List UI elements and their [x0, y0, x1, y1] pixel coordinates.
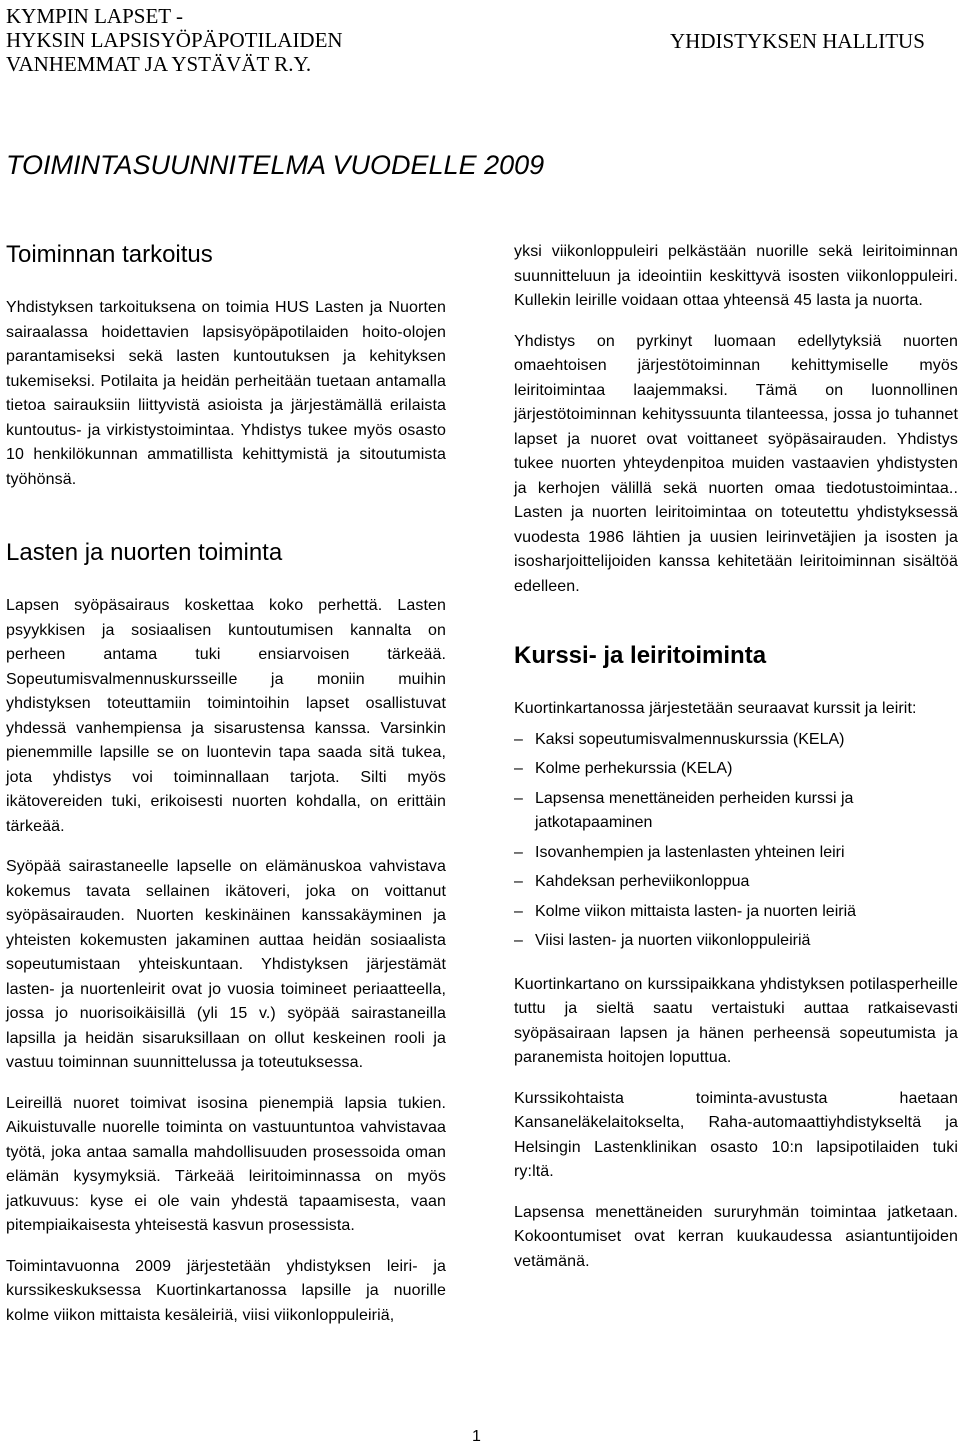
list-dash: –: [514, 902, 523, 920]
list-dash: –: [514, 932, 523, 949]
organization-name-line: VANHEMMAT JA YSTÄVÄT R.Y.: [6, 52, 312, 76]
board-label: YHDISTYKSEN HALLITUS: [670, 29, 925, 53]
section-heading-children-youth: Lasten ja nuorten toiminta: [6, 539, 283, 566]
list-item: [514, 728, 958, 753]
list-item: [514, 870, 958, 895]
document-title: TOIMINTASUUNNITELMA VUODELLE 2009: [6, 150, 545, 180]
list-item-text: Viisi lasten- ja nuorten viikonloppuleiriä: [535, 932, 811, 949]
left-column: [6, 240, 446, 1328]
paragraph-purpose: Yhdistyksen tarkoituksena on toimia HUS Lasten ja Nuorten sairaalassa hoidettavien lapsisyöpäpotilaiden hoito-olojen parantamiseksi sekä lasten kuntoutuksen ja kehityksen tukemiseksi. Potilaita ja heidän perheitään tuetaan antamalla tietoa sairauksiin liittyvistä asioista ja järjestämällä erilaista kuntoutus- ja virkistystoimintaa. Yhdistys tukee myös osasto 10 henkilökunnan ammatillista kehittymistä ja sitoutumista työhönsä.: [6, 299, 446, 488]
paragraph-camp-mentors: Leireillä nuoret toimivat isosina pienempiä lapsia tukien. Aikuistuvalle nuorelle toiminta on vastuuntuntoa vahvistavaa työtä, joka antaa samalla mahdollisuuden prosessoida oman elämän kysymyksiä. Tärkeää leiritoiminnassa on myös jatkuvuus: kyse ei ole vain yhdestä tapaamisesta, vaan pitempiaikaisesta yhteisestä kasvun prosessista.: [6, 1094, 446, 1234]
list-dash: –: [514, 730, 523, 748]
organization-name-line: HYKSIN LAPSISYÖPÄPOTILAIDEN: [6, 28, 343, 52]
right-column: [514, 240, 958, 1274]
list-item: [514, 900, 958, 925]
organization-name-line: KYMPIN LAPSET -: [6, 4, 183, 28]
list-item-text: Kolme viikon mittaista lasten- ja nuorten leiriä: [535, 902, 857, 920]
paragraph-courses-intro: Kuortinkartanossa järjestetään seuraavat kurssit ja leirit:: [514, 700, 917, 717]
paragraph-youth-activity: Yhdistys on pyrkinyt luomaan edellytyksiä nuorten omaehtoisen järjestötoiminnan kehittymiselle myös leiritoimintaa laajemmaksi. Tämä on luonnollinen järjestötoiminnan kehityssuunta tilanteessa, jossa jo tuhannet lapset ja nuoret ovat voittaneet syöpäsairauden. Yhdistys tukee nuorten yhteydenpitoa muiden vastaavien yhdistysten ja kerhojen välillä sekä nuorten omaa tiedotustoimintaa.. Lasten ja nuorten leiritoimintaa on toteutettu yhdistyksessä vuodesta 1986 lähtien ja uusien leirinvetäjien ja isosten ja isosharjoittelijoiden kanssa kehitetään leiritoiminnan sisältöä edelleen.: [514, 332, 958, 595]
paragraph-camp-capacity: yksi viikonloppuleiri pelkästään nuorille sekä leiritoiminnan suunnitteluun ja ideointiin keskittyvä isosten viikonloppuleiri. Kullekin leirille voidaan ottaa yhteensä 45 lasta ja nuorta.: [514, 243, 958, 309]
list-dash: –: [514, 843, 523, 861]
paragraph-camps-2009: Toimintavuonna 2009 järjestetään yhdistyksen leiri- ja kurssikeskuksessa Kuortinkartanossa lapsille ja nuorille kolme viikon mittaista kesäleiriä, viisi viikonloppuleiriä,: [6, 1257, 446, 1324]
paragraph-peer-support: Syöpää sairastaneelle lapselle on elämänuskoa vahvistava kokemus tavata sellainen ikätoveri, joka on voittanut syöpäsairauden. Nuorten keskinäinen kanssakäyminen ja yhteisten kokemusten jakaminen auttaa heidän sosiaalista sopeutumistaan yhteiskuntaan. Yhdistyksen järjestämät lasten- ja nuortenleirit ovat jo vuosia toimineet periaatteella, jossa jo nuorisoikäisillä (yli 15 v.) syöpää sairastaneilla lapsilla ja heidän sisaruksillaan on ollut keskeinen rooli ja vastuu toiminnan suunnittelussa ja toteutuksessa.: [6, 858, 446, 1071]
page-number: 1: [472, 1428, 481, 1445]
paragraph-family-support: Lapsen syöpäsairaus koskettaa koko perhettä. Lasten psyykkisen ja sosiaalisen kuntoutumisen kannalta on perheen antama tuki ensiarvoisen tärkeää. Sopeutumisvalmennuskursseille ja moniin muihin yhdistyksen toteuttamiin toimintoihin lapset osallistuvat yhdessä vanhempiensa ja sisarustensa kanssa. Varsinkin pienemmille lapsille se on luontevin tapa saada sitä tukea, jota yhdistys voi toiminnallaan tarjota. Silti myös ikätovereiden tuki, erikoisesti nuorten kohdalla, on erittäin tärkeää.: [6, 597, 446, 835]
list-item: [514, 841, 958, 866]
list-item-text: Isovanhempien ja lastenlasten yhteinen leiri: [535, 843, 845, 861]
list-item-text: Kahdeksan perheviikonloppua: [535, 873, 750, 890]
list-item-text: Lapsensa menettäneiden perheiden kurssi ja jatkotapaaminen: [535, 789, 854, 831]
section-heading-purpose: Toiminnan tarkoitus: [6, 241, 213, 268]
list-dash: –: [514, 873, 523, 890]
course-list: [514, 728, 958, 954]
list-item: [514, 787, 958, 836]
paragraph-grief-group: Lapsensa menettäneiden sururyhmän toimintaa jatketaan. Kokoontumiset ovat kerran kuukaudessa asiantuntijoiden vetämänä.: [514, 1203, 958, 1270]
list-item: [514, 929, 958, 954]
list-item-text: Kaksi sopeutumisvalmennuskurssia (KELA): [535, 730, 845, 748]
list-dash: –: [514, 789, 523, 807]
section-heading-courses-camps: Kurssi- ja leiritoiminta: [514, 642, 767, 669]
list-item-text: Kolme perhekurssia (KELA): [535, 760, 733, 777]
organization-name: [6, 4, 343, 76]
list-item: [514, 757, 958, 782]
paragraph-course-venue: Kuortinkartano on kurssipaikkana yhdistyksen potilasperheille tuttu ja sieltä saatu vertaistuki auttaa ratkaisevasti syöpäsairaan lapsen ja hänen perheensä sopeutumista ja paranemista hoitojen loputtua.: [514, 975, 958, 1066]
paragraph-funding: Kurssikohtaista toiminta-avustusta haetaan Kansaneläkelaitokselta, Raha-automaattiyhdistykseltä ja Helsingin Lastenklinikan osasto 10:n lapsipotilaiden tuki ry:ltä.: [514, 1089, 958, 1180]
list-dash: –: [514, 760, 523, 777]
